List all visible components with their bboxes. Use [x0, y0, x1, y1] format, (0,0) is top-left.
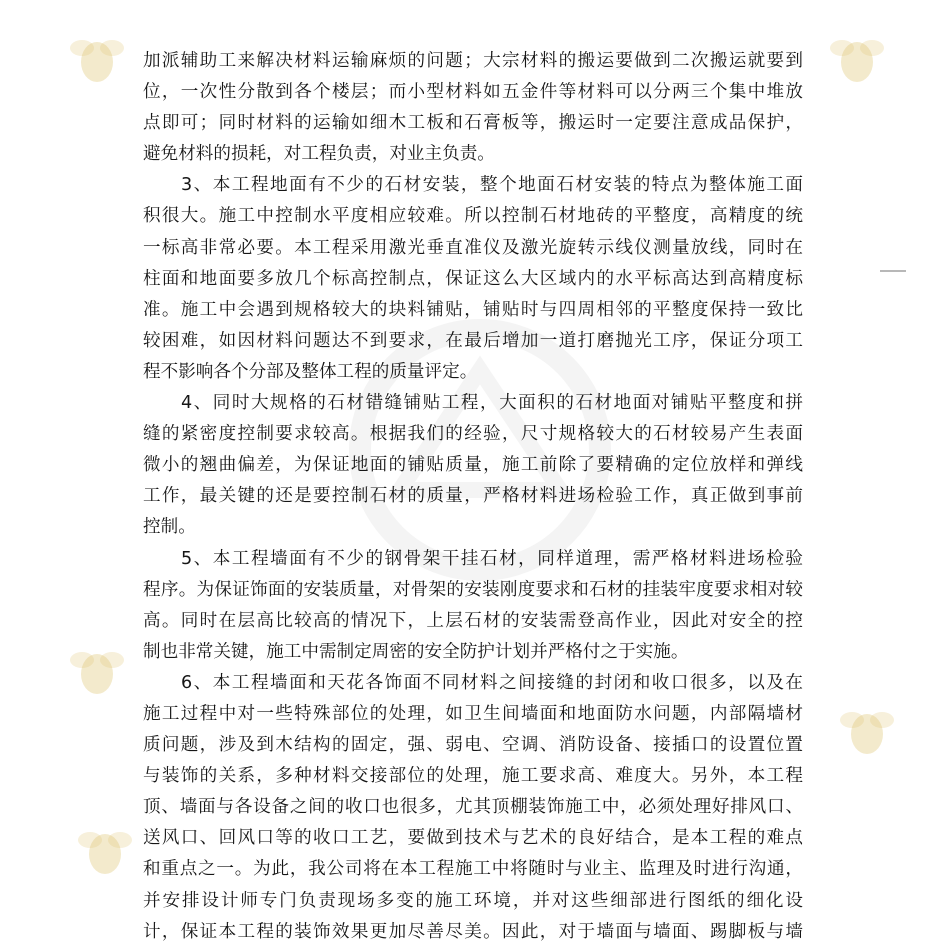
text-line: 点即可；同时材料的运输如细木工板和石膏板等，搬运时一定要注意成品保护， [143, 113, 803, 134]
bee-watermark-icon [70, 820, 140, 900]
text-line: 并安排设计师专门负责现场多变的施工环境，并对这些细部进行图纸的细化设 [143, 890, 803, 911]
text-line: 加派辅助工来解决材料运输麻烦的问题；大宗材料的搬运要做到二次搬运就要到 [143, 51, 803, 71]
text-line: 顶、墙面与各设备之间的收口也很多，尤其顶棚装饰施工中，必须处理好排风口、 [143, 797, 803, 818]
text-line: 3、本工程地面有不少的石材安装，整个地面石材安装的特点为整体施工面 [181, 175, 803, 196]
text-line: 计，保证本工程的装饰效果更加尽善尽美。因此，对于墙面与墙面、踢脚板与墙 [143, 921, 803, 942]
bee-watermark-icon [832, 700, 902, 780]
text-line: 柱面和地面要多放几个标高控制点，保证这么大区域内的水平标高达到高精度标 [143, 268, 803, 289]
text-line: 一标高非常必要。本工程采用激光垂直准仪及激光旋转示线仪测量放线，同时在 [143, 237, 803, 258]
document-body [143, 46, 803, 944]
text-line: 质问题，涉及到木结构的固定，强、弱电、空调、消防设备、接插口的设置位置 [143, 735, 803, 756]
text-line: 缝的紧密度控制要求较高。根据我们的经验，尺寸规格较大的石材较易产生表面 [143, 424, 803, 445]
text-line: 和重点之一。为此，我公司将在本工程施工中将随时与业主、监理及时进行沟通， [143, 859, 803, 880]
bee-watermark-icon [62, 640, 132, 720]
bee-watermark-icon [62, 28, 132, 108]
text-line: 位，一次性分散到各个楼层；而小型材料如五金件等材料可以分两三个集中堆放 [143, 82, 803, 103]
text-line: 6、本工程墙面和天花各饰面不同材料之间接缝的封闭和收口很多，以及在 [181, 672, 803, 693]
text-line: 较困难，如因材料问题达不到要求，在最后增加一道打磨抛光工序，保证分项工 [143, 330, 803, 351]
text-line: 准。施工中会遇到规格较大的块料铺贴，铺贴时与四周相邻的平整度保持一致比 [143, 299, 803, 320]
text-line: 积很大。施工中控制水平度相应较难。所以控制石材地砖的平整度，高精度的统 [143, 206, 803, 227]
text-line: 施工过程中对一些特殊部位的处理，如卫生间墙面和地面防水问题，内部隔墙材 [143, 703, 803, 724]
text-line: 微小的翘曲偏差，为保证地面的铺贴质量，施工前除了要精确的定位放样和弹线 [143, 455, 803, 476]
text-line: 程序。为保证饰面的安装质量，对骨架的安装刚度要求和石材的挂装牢度要求相对较 [143, 579, 803, 600]
text-line: 与装饰的关系，多种材料交接部位的处理，施工要求高、难度大。另外，本工程 [143, 766, 803, 787]
text-line: 程不影响各个分部及整体工程的质量评定。 [143, 361, 478, 382]
text-line: 5、本工程墙面有不少的钢骨架干挂石材，同样道理，需严格材料进场检验 [181, 548, 803, 569]
text-line: 制也非常关键，施工中需制定周密的安全防护计划并严格付之于实施。 [143, 641, 689, 662]
text-line: 控制。 [143, 517, 196, 538]
text-line: 工作，最关键的还是要控制石材的质量，严格材料进场检验工作，真正做到事前 [143, 486, 803, 507]
text-line: 4、同时大规格的石材错缝铺贴工程，大面积的石材地面对铺贴平整度和拼 [181, 393, 803, 414]
text-line: 送风口、回风口等的收口工艺，要做到技术与艺术的良好结合，是本工程的难点 [143, 828, 803, 849]
bee-watermark-icon [822, 28, 892, 108]
text-line: 高。同时在层高比较高的情况下，上层石材的安装需登高作业，因此对安全的控 [143, 610, 803, 631]
text-line: 避免材料的损耗，对工程负责，对业主负责。 [143, 144, 495, 165]
edge-mark [880, 270, 906, 272]
